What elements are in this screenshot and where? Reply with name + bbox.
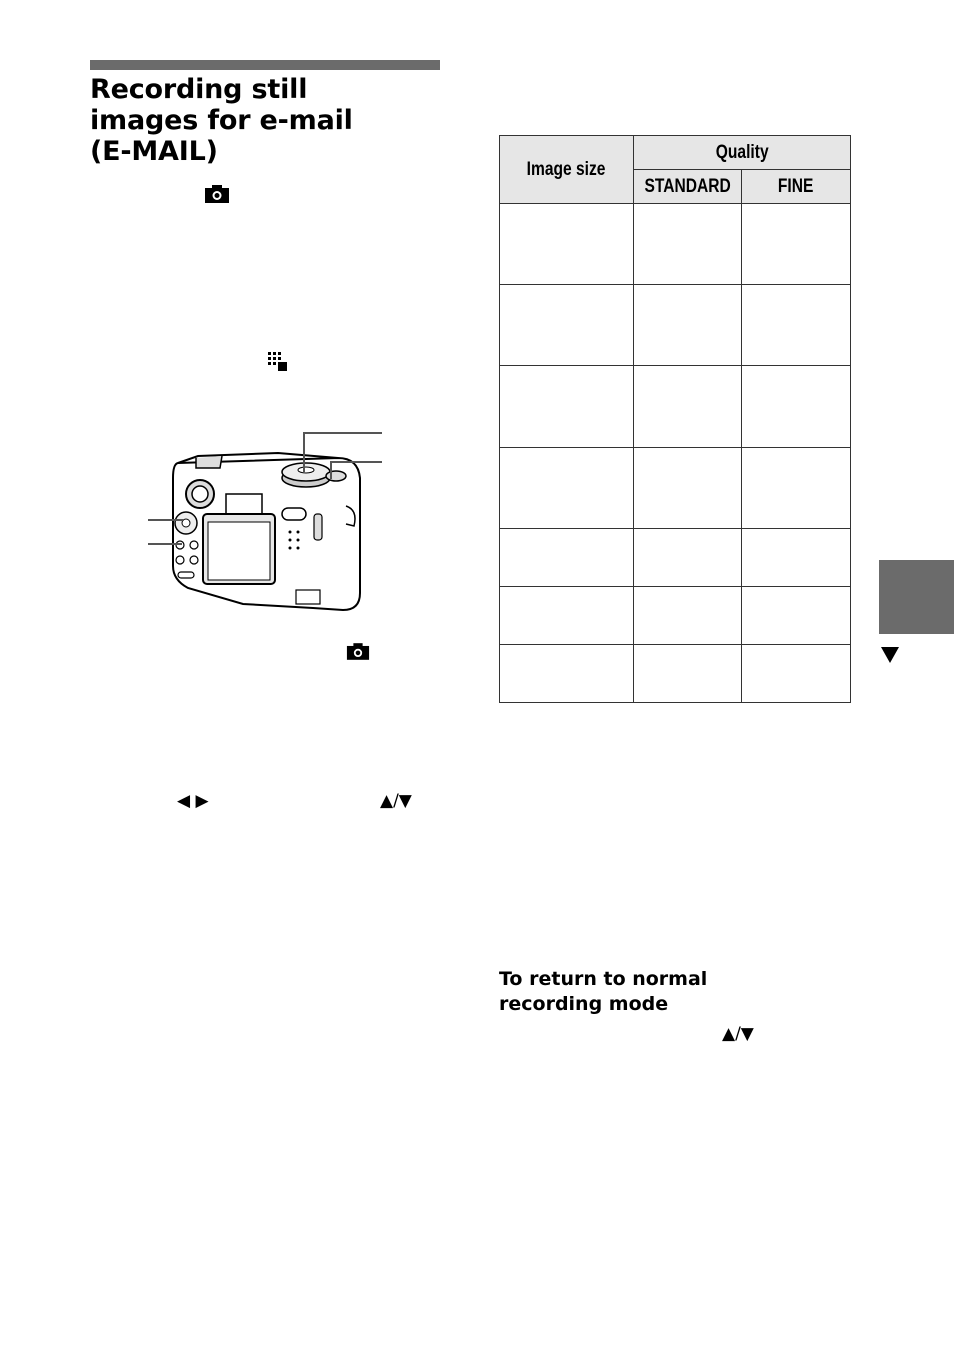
table-row	[500, 587, 851, 645]
table-header-fine: FINE	[742, 170, 851, 204]
table-row	[500, 448, 851, 529]
table-row	[500, 645, 851, 703]
callout-line-menu-button	[148, 543, 182, 545]
image-quality-table	[499, 135, 851, 703]
callout-line-mode-dial-stem	[303, 432, 305, 472]
table-row	[500, 529, 851, 587]
camera-icon	[346, 642, 370, 661]
callout-line-control-button	[148, 519, 184, 521]
callout-line-mode-dial	[304, 432, 382, 434]
return-heading-line-1: To return to normal	[499, 968, 708, 990]
page-title	[90, 74, 450, 167]
table-row	[500, 366, 851, 448]
callout-line-shutter-stem	[330, 461, 332, 479]
title-rule	[90, 60, 440, 70]
table-header-standard: STANDARD	[634, 170, 742, 204]
table-row	[500, 285, 851, 366]
left-right-arrows-icon: ◀ ▶	[177, 791, 209, 811]
down-triangle-icon	[880, 646, 900, 664]
title-line-1: Recording still	[90, 74, 308, 105]
table-header-image-size: Image size	[500, 136, 634, 204]
camera-icon	[204, 184, 230, 204]
chapter-tab	[879, 560, 954, 634]
return-heading-line-2: recording mode	[499, 993, 669, 1015]
up-down-arrows-icon: ▲/▼	[722, 1024, 754, 1044]
title-line-2: images for e-mail	[90, 105, 353, 136]
up-down-arrows-icon: ▲/▼	[380, 791, 412, 811]
grid-menu-icon	[268, 352, 288, 372]
table-row	[500, 204, 851, 285]
callout-line-shutter	[330, 461, 382, 463]
return-to-normal-heading	[499, 967, 819, 1017]
table-header-quality: Quality	[634, 136, 851, 170]
title-line-3: (E-MAIL)	[90, 136, 218, 167]
camera-illustration	[148, 428, 384, 616]
